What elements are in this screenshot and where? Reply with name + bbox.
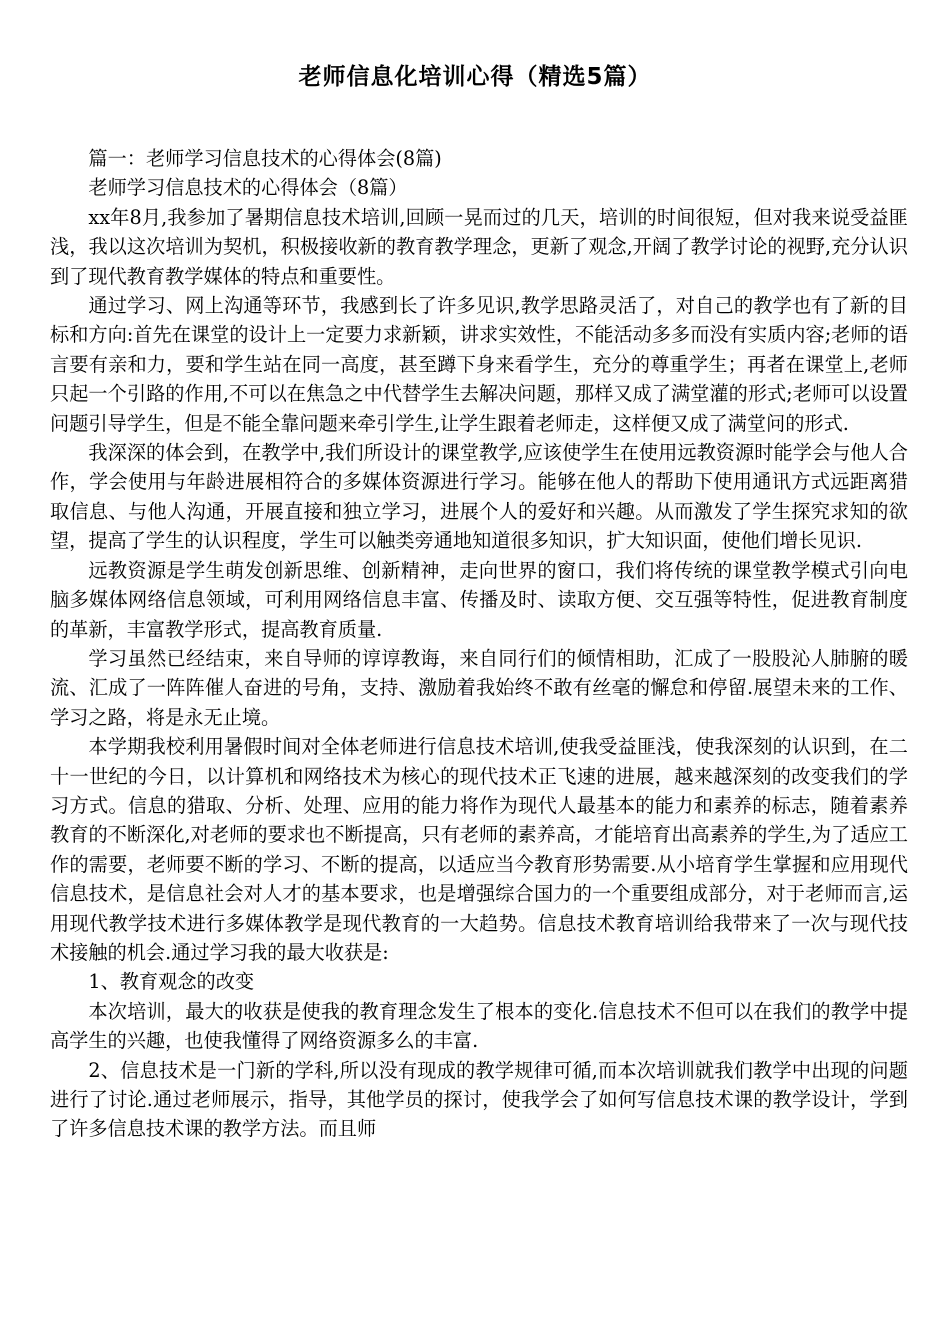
body-paragraph: 本次培训，最大的收获是使我的教育理念发生了根本的变化.信息技术不但可以在我们的教学中提高学生的兴趣，也使我懂得了网络资源多么的丰富. bbox=[50, 999, 908, 1053]
body-paragraph: 通过学习、网上沟通等环节，我感到长了许多见识,教学思路灵活了，对自己的教学也有了新的目标和方向:首先在课堂的设计上一定要力求新颖，讲求实效性，不能活动多多而没有实质内容;老师的语言要有亲和力，要和学生站在同一高度，甚至蹲下身来看学生，充分的尊重学生；再者在课堂上,老师只起一个引路的作用,不可以在焦急之中代替学生去解决问题，那样又成了满堂灌的形式;老师可以设置问题引导学生，但是不能全靠问题来牵引学生,让学生跟着老师走，这样便又成了满堂问的形式. bbox=[50, 294, 908, 435]
body-paragraph: 我深深的体会到，在教学中,我们所设计的课堂教学,应该使学生在使用远教资源时能学会与他人合作，学会使用与年龄进展相符合的多媒体资源进行学习。能够在他人的帮助下使用通讯方式远距离猎取信息、与他人沟通，开展直接和独立学习，进展个人的爱好和兴趣。从而激发了学生探究求知的欲望，提高了学生的认识程度，学生可以触类旁通地知道很多知识，扩大知识面，使他们增长见识. bbox=[50, 441, 908, 553]
body-paragraph: 本学期我校利用暑假时间对全体老师进行信息技术培训,使我受益匪浅，使我深刻的认识到，在二十一世纪的今日，以计算机和网络技术为核心的现代技术正飞速的进展，越来越深刻的改变我们的学习方式。信息的猎取、分析、处理、应用的能力将作为现代人最基本的能力和素养的标志，随着素养教育的不断深化,对老师的要求也不断提高，只有老师的素养高，才能培育出高素养的学生,为了适应工作的需要，老师要不断的学习、不断的提高，以适应当今教育形势需要.从小培育学生掌握和应用现代信息技术，是信息社会对人才的基本要求，也是增强综合国力的一个重要组成部分，对于老师而言,运用现代教学技术进行多媒体教学是现代教育的一大趋势。信息技术教育培训给我带来了一次与现代技术接触的机会.通过学习我的最大收获是: bbox=[50, 735, 908, 964]
document-body bbox=[50, 144, 908, 1144]
section-heading: 篇一：老师学习信息技术的心得体会(8篇) bbox=[88, 147, 442, 170]
document-title: 老师信息化培训心得（精选5篇） bbox=[298, 64, 652, 90]
body-paragraph: xx年8月,我参加了暑期信息技术培训,回顾一晃而过的几天，培训的时间很短，但对我来说受益匪浅，我以这次培训为契机，积极接收新的教育教学理念，更新了观念,开阔了教学讨论的视野,充分认识到了现代教育教学媒体的特点和重要性。 bbox=[50, 205, 908, 288]
body-paragraph: 2、信息技术是一门新的学科,所以没有现成的教学规律可循,而本次培训就我们教学中出现的问题进行了讨论.通过老师展示，指导，其他学员的探讨，使我学会了如何写信息技术课的教学设计，学到了许多信息技术课的教学方法。而且师 bbox=[50, 1058, 908, 1141]
body-paragraph: 远教资源是学生萌发创新思维、创新精神，走向世界的窗口，我们将传统的课堂教学模式引向电脑多媒体网络信息领域，可利用网络信息丰富、传播及时、读取方便、交互强等特性，促进教育制度的革新，丰富教学形式，提高教育质量. bbox=[50, 558, 908, 641]
numbered-heading: 1、教育观念的改变 bbox=[88, 970, 255, 994]
body-paragraph: 学习虽然已经结束，来自导师的谆谆教诲，来自同行们的倾情相助，汇成了一股股沁人肺腑的暖流、汇成了一阵阵催人奋进的号角，支持、激励着我始终不敢有丝毫的懈怠和停留.展望未来的工作、学习之路，将是永无止境。 bbox=[50, 646, 908, 729]
article-subtitle: 老师学习信息技术的心得体会（8篇） bbox=[88, 176, 408, 200]
